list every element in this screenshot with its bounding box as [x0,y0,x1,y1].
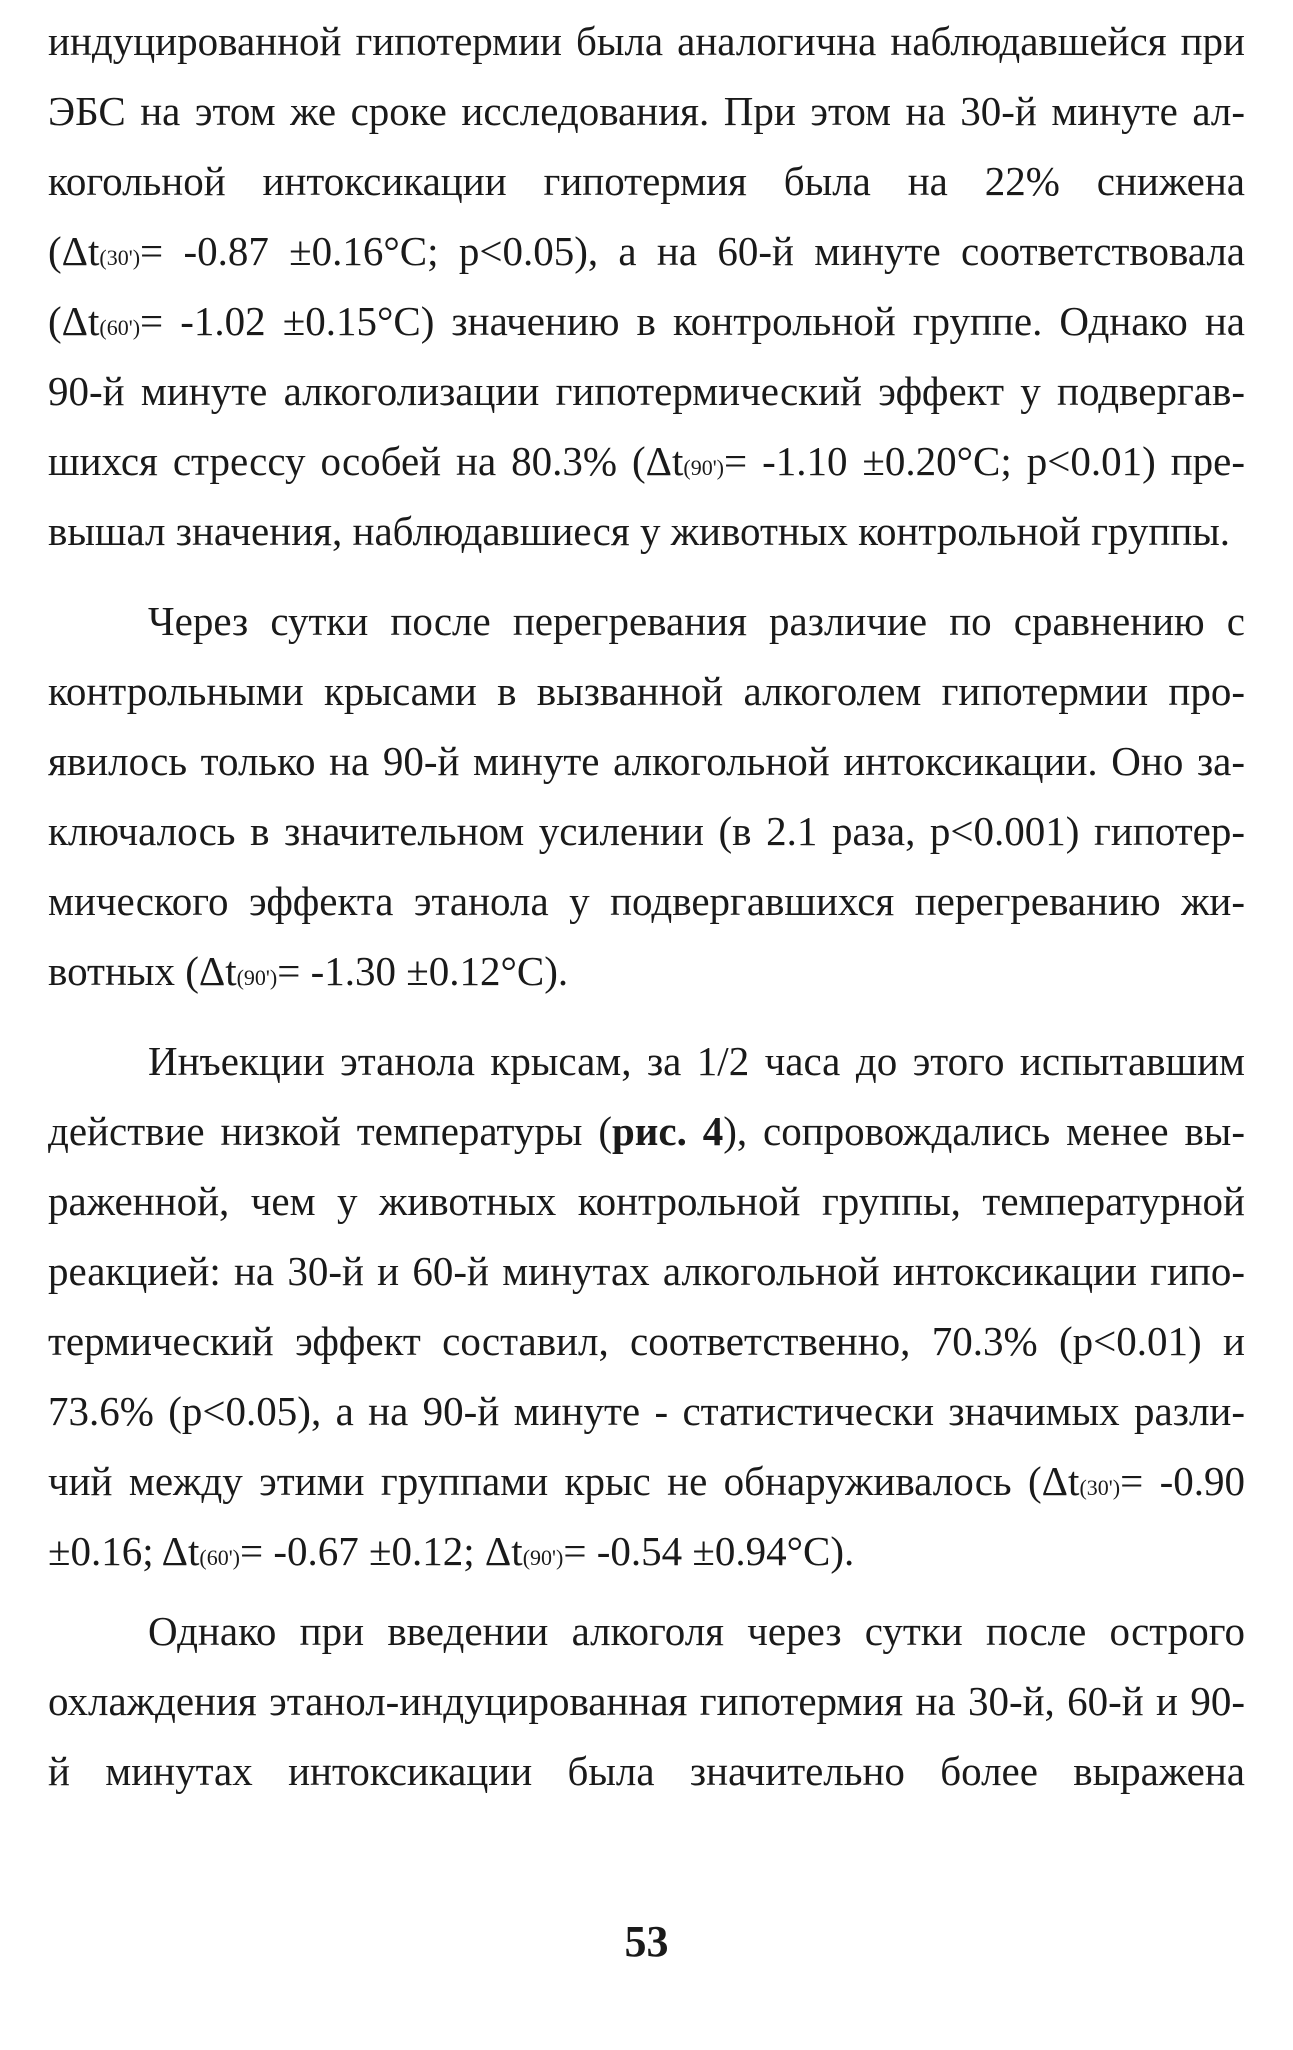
text-line: вотных (Δt(90')= -1.30 ±0.12°C). [48,948,569,994]
time-subscript: (30') [1079,1475,1121,1500]
time-subscript: (60') [99,315,141,340]
text-line: вышал значения, наблюдавшиеся у животных контрольной группы. [48,508,1231,554]
time-subscript: (90') [522,1545,564,1570]
text-line: ±0.16; Δt(60')= -0.67 ±0.12; Δt(90')= -0.54 ±0.94°C). [48,1528,855,1574]
text-line: явилось только на 90-й минуте алкогольной интоксикации. Оно за- [48,738,1245,784]
figure-reference: рис. 4 [611,1108,724,1154]
text-line: чий между этими группами крыс не обнаруживалось (Δt(30')= -0.90 [48,1458,1245,1504]
text-line: мического эффекта этанола у подвергавшихся перегреванию жи- [48,878,1245,924]
text-line: ключалось в значительном усилении (в 2.1 раза, p<0.001) гипотер- [48,808,1245,854]
text-line: 73.6% (p<0.05), а на 90-й минуте - статистически значимых разли- [48,1388,1245,1434]
text-line: Однако при введении алкоголя через сутки после острого [148,1608,1245,1654]
text-line: когольной интоксикации гипотермия была на 22% снижена [48,158,1245,204]
text-line: Через сутки после перегревания различие по сравнению с [148,598,1245,644]
text-line: охлаждения этанол-индуцированная гипотермия на 30-й, 60-й и 90- [48,1678,1245,1724]
text-line: термический эффект составил, соответственно, 70.3% (p<0.01) и [48,1318,1245,1364]
time-subscript: (30') [99,245,141,270]
text-line: действие низкой температуры (рис. 4), сопровождались менее вы- [48,1108,1246,1154]
text-line: реакцией: на 30-й и 60-й минутах алкогольной интоксикации гипо- [48,1248,1245,1294]
time-subscript: (90') [236,965,278,990]
text-line: контрольными крысами в вызванной алкоголем гипотермии про- [48,668,1245,714]
time-subscript: (90') [683,455,725,480]
text-line: Инъекции этанола крысам, за 1/2 часа до этого испытавшим [148,1038,1245,1084]
page-number: 53 [624,1917,669,1966]
text-line: й минутах интоксикации была значительно более выражена [48,1748,1245,1794]
text-line: (Δt(60')= -1.02 ±0.15°C) значению в контрольной группе. Однако на [48,298,1245,344]
text-line: ЭБС на этом же сроке исследования. При этом на 30-й минуте ал- [48,88,1245,134]
text-line: (Δt(30')= -0.87 ±0.16°C; p<0.05), а на 60-й минуте соответствовала [48,228,1245,274]
text-line: раженной, чем у животных контрольной группы, температурной [48,1178,1245,1224]
time-subscript: (60') [199,1545,241,1570]
text-line: 90-й минуте алкоголизации гипотермический эффект у подвергав- [48,368,1245,414]
text-line: индуцированной гипотермии была аналогична наблюдавшейся при [48,18,1245,64]
text-line: шихся стрессу особей на 80.3% (Δt(90')= -1.10 ±0.20°C; p<0.01) пре- [48,438,1245,484]
